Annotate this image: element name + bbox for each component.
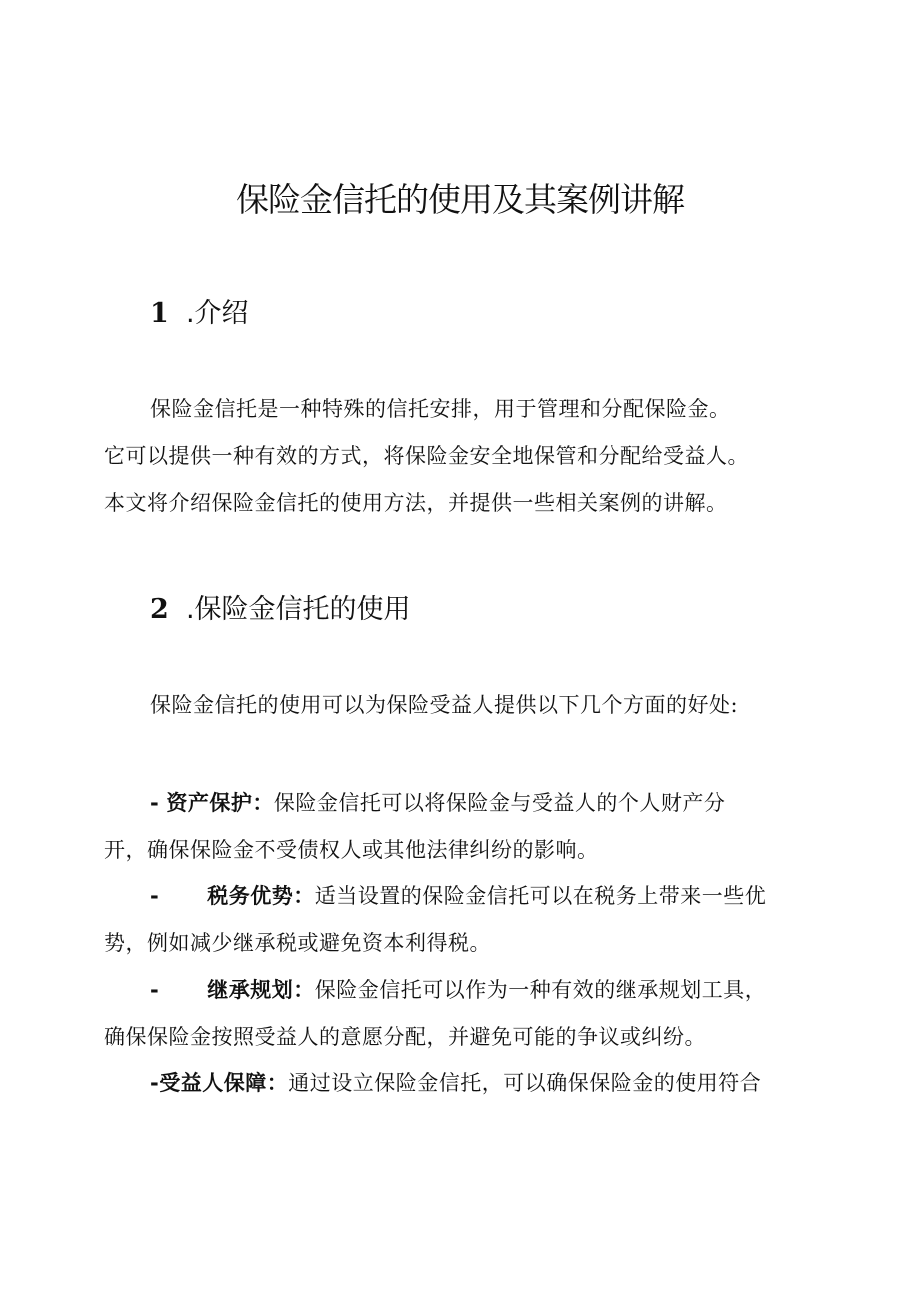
list-item-text: 保险金信托可以将保险金与受益人的个人财产分: [273, 791, 726, 815]
list-item-term: 受益人保障：: [159, 1071, 289, 1095]
list-item-term: 资产保护：: [166, 791, 274, 815]
list-item-continuation: 确保保险金按照受益人的意愿分配，并避免可能的争议或纠纷。: [104, 1025, 706, 1049]
list-item-beneficiary-protection: [150, 1068, 761, 1098]
section-1-heading: [150, 296, 249, 332]
section-1-paragraph-line-1: 保险金信托是一种特殊的信托安排，用于管理和分配保险金。: [150, 397, 731, 421]
list-item-dash: -: [150, 884, 160, 908]
section-2-title: .保险金信托的使用: [185, 594, 411, 625]
list-item-text: 适当设置的保险金信托可以在税务上带来一些优: [314, 884, 767, 908]
section-1-paragraph-line-3: 本文将介绍保险金信托的使用方法，并提供一些相关案例的讲解。: [104, 491, 728, 515]
section-1-number: 1: [150, 298, 169, 329]
list-item-dash: -: [150, 1071, 160, 1095]
list-item-dash: -: [150, 791, 160, 815]
list-item-dash: -: [150, 978, 160, 1002]
section-2-heading: [150, 592, 411, 628]
section-2-intro: 保险金信托的使用可以为保险受益人提供以下几个方面的好处:: [150, 693, 739, 717]
section-1-title: .介绍: [185, 298, 249, 329]
list-item-text: 通过设立保险金信托，可以确保保险金的使用符合: [288, 1071, 762, 1095]
document-title: 保险金信托的使用及其案例讲解: [236, 180, 684, 219]
list-item-term: 税务优势：: [207, 884, 315, 908]
list-item-inheritance-planning: [150, 975, 766, 1005]
section-2-number: 2: [150, 594, 169, 625]
list-item-text: 保险金信托可以作为一种有效的继承规划工具，: [314, 978, 767, 1002]
list-item-tax-advantage: [150, 881, 766, 911]
section-1-paragraph-line-2: 它可以提供一种有效的方式，将保险金安全地保管和分配给受益人。: [104, 444, 749, 468]
list-item-asset-protection: [150, 788, 725, 818]
list-item-continuation: 势，例如减少继承税或避免资本利得税。: [104, 931, 491, 955]
list-item-term: 继承规划：: [207, 978, 315, 1002]
list-item-continuation: 开，确保保险金不受债权人或其他法律纠纷的影响。: [104, 838, 599, 862]
